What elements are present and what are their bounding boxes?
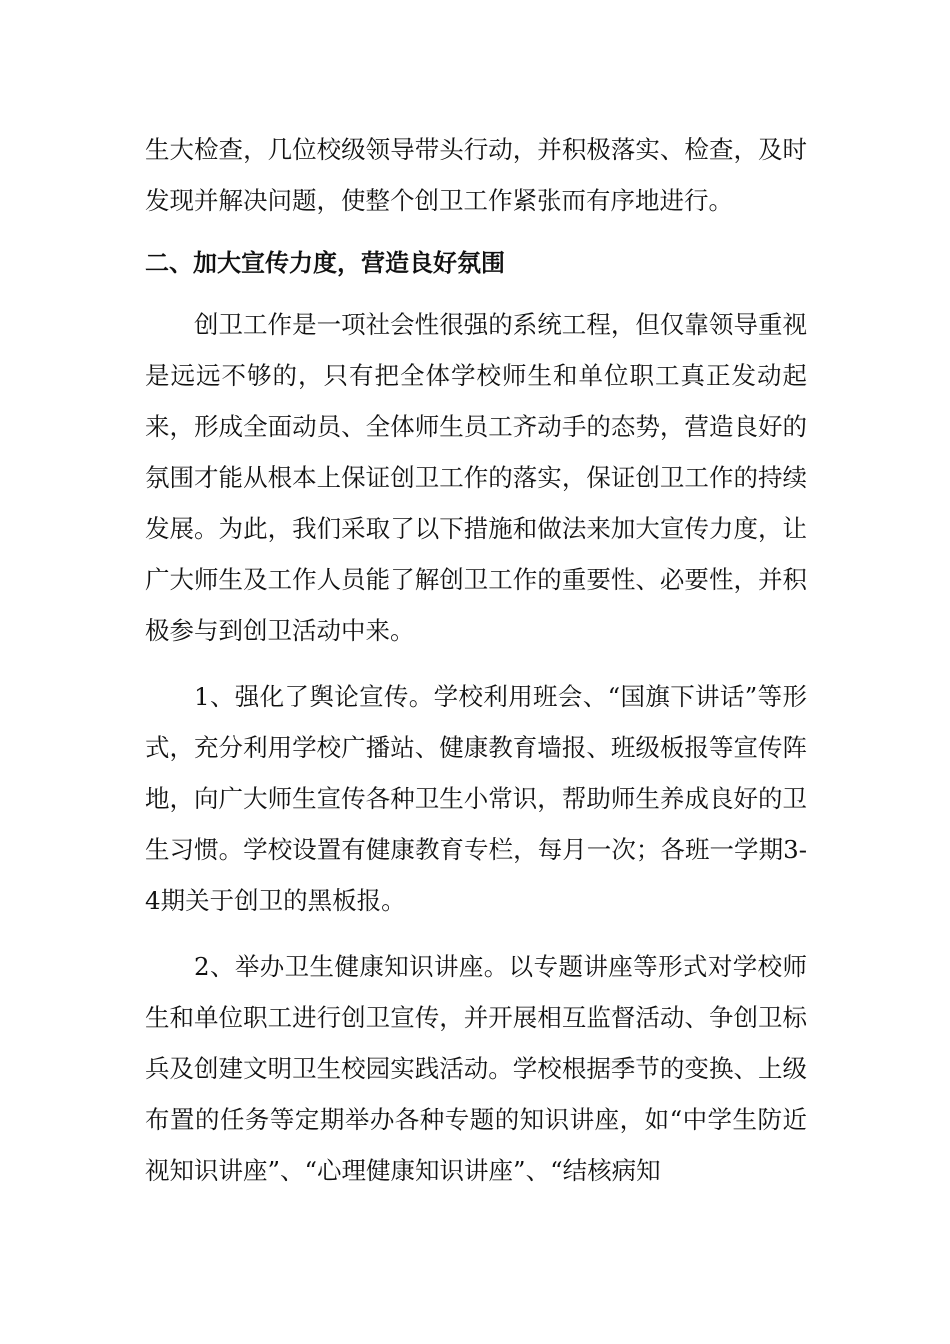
paragraph-item-1: 1、强化了舆论宣传。学校利用班会、“国旗下讲话”等形式，充分利用学校广播站、健康教育墙报、班级板报等宣传阵地，向广大师生宣传各种卫生小常识，帮助师生养成良好的卫生习惯。学校设置有健康教育专栏，每月一次；各班一学期3-4期关于创卫的黑板报。 (145, 682, 807, 915)
paragraph-continuation: 生大检查，几位校级领导带头行动，并积极落实、检查，及时发现并解决问题，使整个创卫工作紧张而有序地进行。 (145, 135, 807, 215)
section-heading: 二、加大宣传力度，营造良好氛围 (145, 249, 505, 277)
paragraph-item-2: 2、举办卫生健康知识讲座。以专题讲座等形式对学校师生和单位职工进行创卫宣传，并开展相互监督活动、争创卫标兵及创建文明卫生校园实践活动。学校根据季节的变换、上级布置的任务等定期举办各种专题的知识讲座，如“中学生防近视知识讲座”、“心理健康知识讲座”、“结核病知 (145, 952, 807, 1185)
document-body (145, 124, 807, 1196)
paragraph-intro: 创卫工作是一项社会性很强的系统工程，但仅靠领导重视是远远不够的，只有把全体学校师生和单位职工真正发动起来，形成全面动员、全体师生员工齐动手的态势，营造良好的氛围才能从根本上保证创卫工作的落实，保证创卫工作的持续发展。为此，我们采取了以下措施和做法来加大宣传力度，让广大师生及工作人员能了解创卫工作的重要性、必要性，并积极参与到创卫活动中来。 (145, 310, 807, 645)
